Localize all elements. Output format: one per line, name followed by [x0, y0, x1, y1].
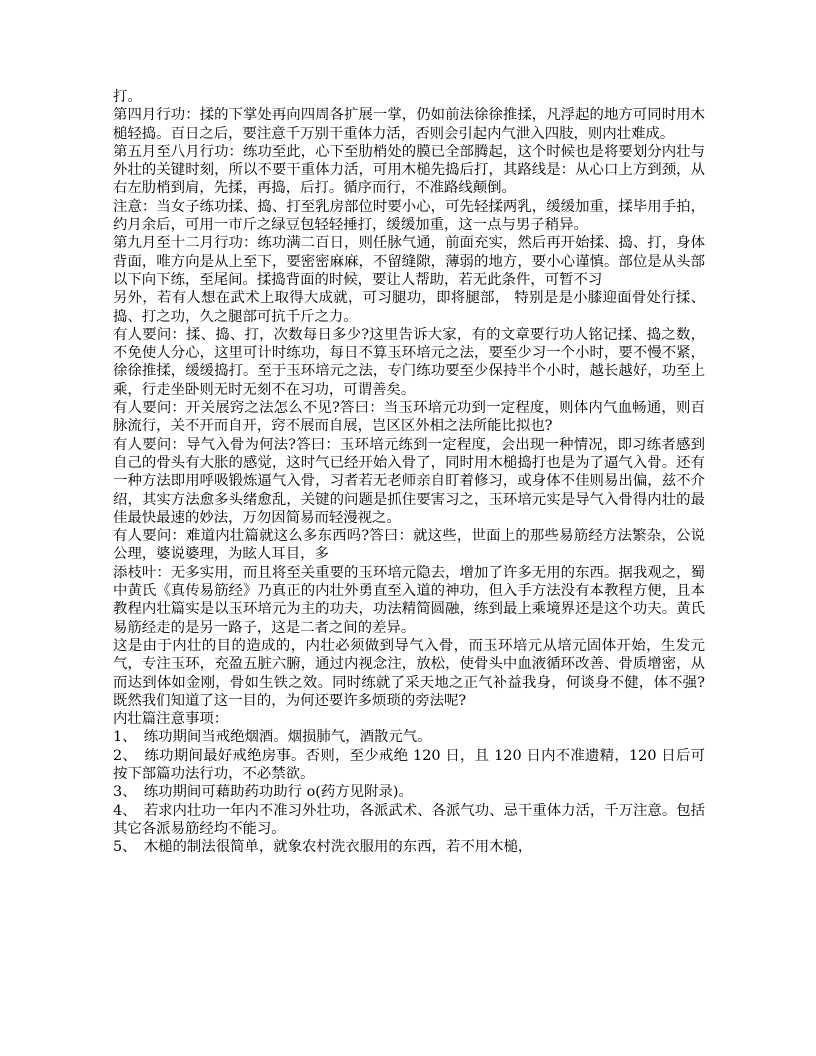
document-body [113, 88, 705, 856]
paragraph: 第九月至十二月行功：练功满二百日，则任脉气通，前面充实，然后再开始揉、捣、打，身体背面，唯方向是从上至下，要密密麻麻，不留缝隙，薄弱的地方，要小心谨慎。部位是从头部以下向下练，至尾间。揉捣背面的时候，要让人帮助，若无此条件，可暂不习 [113, 235, 705, 288]
paragraph: 内壮篇注意事项： [113, 711, 229, 728]
paragraph: 打。 [113, 89, 142, 105]
paragraph: 注意：当女子练功揉、捣、打至乳房部位时要小心，可先轻揉两乳，缓缓加重，揉毕用手拍，约月余后，可用一市斤之绿豆包轻轻捶打，缓缓加重，这一点与男子稍异。 [113, 198, 705, 234]
paragraph: 有人要问：难道内壮篇就这么多东西吗?答曰：就这些，世面上的那些易筋经方法繁杂，公说公理，婆说婆理，为眩人耳目，多 [113, 528, 705, 563]
paragraph: 1、 练功期间当戒绝烟酒。烟损肺气，酒散元气。 [113, 729, 432, 746]
paragraph: 5、 木槌的制法很简单，就象农村洗衣服用的东西，若不用木槌， [113, 839, 533, 856]
paragraph: 添枝叶：无多实用，而且将至关重要的玉环培元隐去，增加了许多无用的东西。据我观之，蜀中黄氏《真传易筋经》乃真正的内壮外勇直至入道的神功，但入手方法没有本教程方便，且本教程内壮篇实是以玉环培元为主的功夫，功法精简圆融，练到最上乘境界还是这个功夫。黄氏易筋经走的是另一路子，这是二者之间的差异。 [113, 564, 705, 636]
paragraph: 另外，若有人想在武术上取得大成就，可习腿功，即将腿部， 特别是是小膝迎面骨处行揉、捣、打之功，久之腿部可抗千斤之力。 [113, 290, 705, 325]
paragraph: 有人要问：开关展窍之法怎么不见?答曰：当玉环培元功到一定程度，则体内气血畅通，则百脉流行，关不开而自开，窍不展而自展，岂区区外相之法所能比拟也? [113, 400, 705, 435]
paragraph: 3、 练功期间可藉助药功助行 o(药方见附录)。 [113, 784, 413, 801]
paragraph: 这是由于内壮的目的造成的，内壮必须做到导气入骨，而玉环培元从培元固体开始，生发元气，专注玉环，充盈五脏六腑，通过内视念注，放松，使骨头中血液循环改善、骨质增密，从而达到体如金刚，骨如生铁之效。同时练就了采天地之正气补益我身，何谈身不健，体不强?既然我们知道了这一目的，为何还要许多烦琐的旁法呢? [113, 637, 705, 709]
paragraph: 4、 若求内壮功一年内不准习外壮功，各派武术、各派气功、忌干重体力活，千万注意。包括其它各派易筋经均不能习。 [113, 802, 705, 837]
paragraph: 有人要问：导气入骨为何法?答曰：玉环培元练到一定程度，会出现一种情况，即习练者感到自己的骨头有大胀的感觉，这时气已经开始入骨了，同时用木槌捣打也是为了逼气入骨。还有一种方法即用呼吸锻炼逼气入骨，习者若无老师亲自盯着修习，或身体不佳则易出偏，兹不介绍，其实方法愈多头绪愈乱，关键的问题是抓住要害习之，玉环培元实是导气入骨得内壮的最佳最快最速的妙法，万勿因简易而轻漫视之。 [113, 436, 705, 526]
paragraph: 第五月至八月行功：练功至此，心下至肋梢处的膜已全部腾起，这个时候也是将要划分内壮与外壮的关键时刻，所以不要干重体力活，可用木槌先捣后打，其路线是：从心口上方到颈，从右左肋梢到肩，先揉，再捣，后打。循序而行，不准路线颠倒。 [113, 143, 705, 197]
paragraph: 有人要问：揉、捣、打，次数每日多少?这里告诉大家，有的文章要行功人铭记揉、捣之数，不免使人分心，这里可计时练功，每日不算玉环培元之法，要至少习一个小时，要不慢不紧，徐徐推揉，缓缓捣打。至于玉环培元之法，专门练功要至少保持半个小时，越长越好，功至上乘，行走坐卧则无时无刻不在习功，可谓善矣。 [113, 326, 705, 398]
paragraph: 2、 练功期间最好戒绝房事。否则，至少戒绝 120 日，且 120 日内不准遗精，120 日后可按下部篇功法行功，不必禁欲。 [113, 747, 705, 782]
paragraph: 第四月行功：揉的下掌处再向四周各扩展一掌，仍如前法徐徐推揉，凡浮起的地方可同时用木槌轻捣。百日之后，要注意千万别干重体力活，否则会引起内气泄入四肢，则内壮难成。 [113, 107, 705, 142]
